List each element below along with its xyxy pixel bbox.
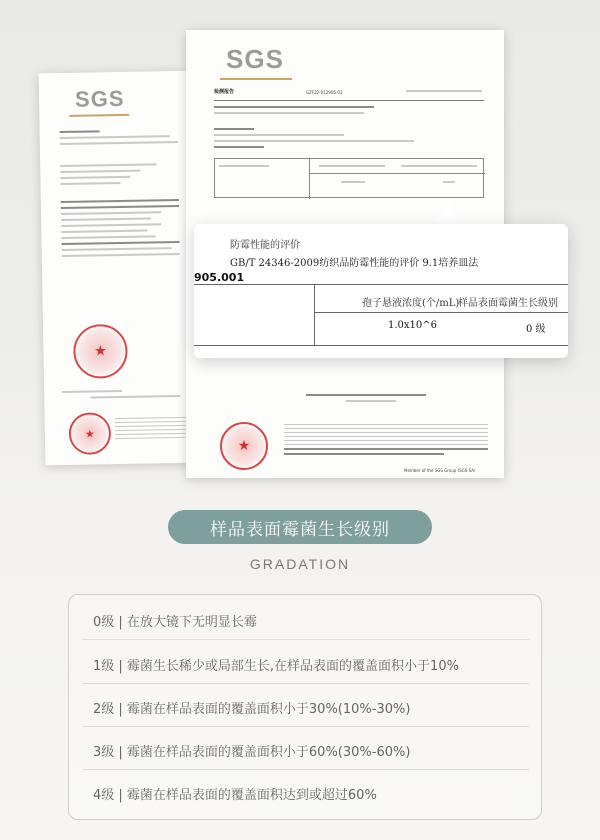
test-method: GB/T 24346-2009纺织品防霉性能的评价 9.1培养皿法 — [230, 258, 479, 269]
logo-underline — [69, 114, 129, 117]
legal-text-lines — [284, 424, 494, 458]
back-test-report — [39, 71, 204, 466]
signature-lines — [62, 389, 182, 403]
report-number: GZF22-012905-01 — [306, 90, 343, 95]
logo-underline — [220, 78, 292, 80]
col-header-spore-concentration: 孢子悬液浓度(个/mL) — [362, 298, 460, 309]
lab-name-lines — [306, 394, 456, 406]
star-icon: ★ — [94, 343, 107, 360]
mold-grade-value: 0 级 — [526, 324, 546, 335]
grade-divider — [83, 769, 529, 770]
star-icon: ★ — [84, 426, 95, 441]
grade-divider — [83, 726, 529, 727]
evaluation-title: 防霉性能的评价 — [230, 240, 300, 251]
table-divider-vertical — [314, 284, 315, 346]
report-header-lines — [60, 129, 180, 149]
grade-divider — [83, 639, 529, 640]
spore-concentration-value: 1.0x10^6 — [388, 320, 438, 331]
grade-divider — [83, 683, 529, 684]
report-label: 检测报告 — [214, 89, 235, 95]
red-seal-stamp-small — [69, 412, 112, 455]
sample-code: 905.001 — [194, 271, 245, 284]
col-header-mold-grade: 样品表面霉菌生长级别 — [458, 298, 558, 309]
table-divider-horizontal — [314, 312, 568, 313]
test-request-lines — [214, 128, 484, 152]
red-seal-stamp — [73, 324, 128, 379]
grade-item-1: 1级 | 霉菌生长稀少或局部生长,在样品表面的覆盖面积小于10% — [93, 659, 459, 674]
grade-item-3: 3级 | 霉菌在样品表面的覆盖面积小于60%(30%-60%) — [93, 745, 411, 760]
star-icon: ★ — [237, 438, 251, 454]
sample-header-lines — [214, 106, 484, 118]
divider — [214, 100, 484, 101]
grade-item-2: 2级 | 霉菌在样品表面的覆盖面积小于30%(10%-30%) — [93, 702, 411, 717]
result-lines — [61, 199, 182, 261]
sample-info-lines — [60, 163, 180, 189]
sgs-member-footer: Member of the SGS Group (SGS SA) — [404, 468, 476, 473]
grade-item-4: 4级 | 霉菌在样品表面的覆盖面积达到或超过60% — [93, 788, 377, 803]
grade-item-0: 0级 | 在放大镜下无明显长霉 — [93, 615, 257, 630]
section-title-pill: 样品表面霉菌生长级别 — [168, 510, 432, 544]
red-seal-stamp — [220, 422, 268, 470]
sgs-logo: SGS — [74, 85, 125, 112]
zoom-callout-panel — [194, 224, 568, 358]
sgs-logo: SGS — [226, 44, 284, 74]
grade-list — [68, 594, 542, 820]
section-subtitle: GRADATION — [249, 556, 351, 572]
zoom-callout-pointer — [430, 200, 458, 226]
report-date-line — [406, 90, 486, 96]
results-table-thumbnail — [214, 158, 484, 198]
